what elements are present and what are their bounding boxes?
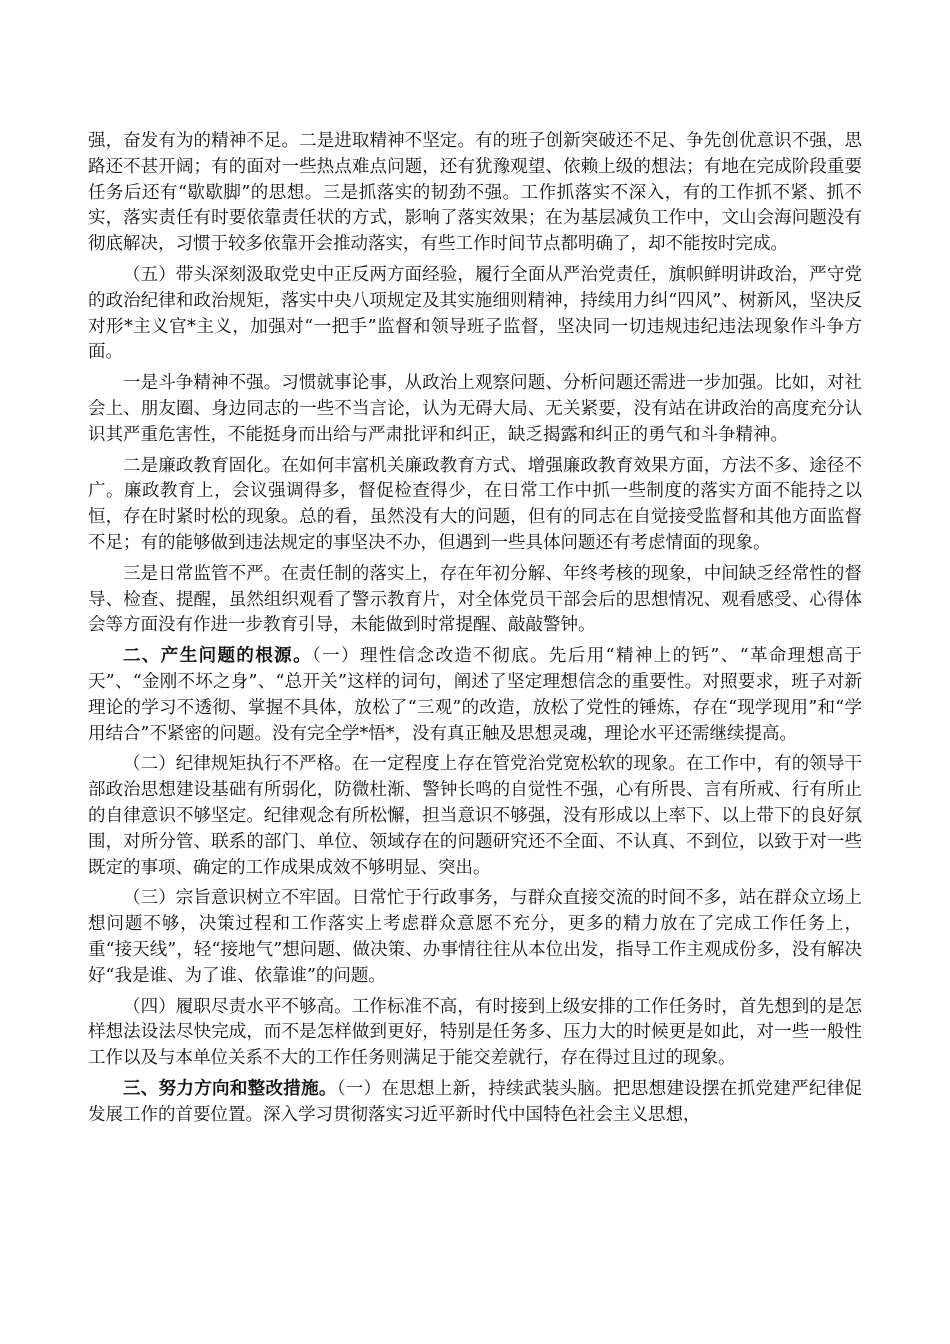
paragraph-daily-supervision: 三是日常监管不严。在责任制的落实上，存在年初分解、年终考核的现象，中间缺乏经常性的督导、检查、提醒，虽然组织观看了警示教育片，对全体党员干部会后的思想情况、观看感受、心得体会等方面没有作进一步教育引导，未能做到时常提醒、敲敲警钟。 bbox=[88, 563, 862, 636]
paragraph-root-causes bbox=[88, 644, 862, 747]
heading-rectification: 三、努力方向和整改措施。 bbox=[123, 1078, 337, 1099]
paragraph-continuation: 强，奋发有为的精神不足。二是进取精神不坚定。有的班子创新突破还不足、争先创优意识不强，思路还不甚开阔；有的面对一些热点难点问题，还有犹豫观望、依赖上级的想法；有地在完成阶段重要任务后还有“歇歇脚”的思想。三是抓落实的韧劲不强。工作抓落实不深入，有的工作抓不紧、抓不实，落实责任有时要依靠责任状的方式，影响了落实效果；在为基层减负工作中，文山会海问题没有彻底解决，习惯于较多依靠开会推动落实，有些工作时间节点都明确了，却不能按时完成。 bbox=[88, 131, 862, 255]
rectification-text: （一）在思想上新，持续武装头脑。把思想建设摆在抓党建严纪律促发展工作的首要位置。深入学习贯彻落实习近平新时代中国特色社会主义思想， bbox=[88, 1078, 863, 1125]
heading-root-causes: 二、产生问题的根源。 bbox=[123, 646, 312, 667]
document-body bbox=[88, 129, 862, 1128]
paragraph-purpose-awareness: （三）宗旨意识树立不牢固。日常忙于行政事务，与群众直接交流的时间不多，站在群众立场上想问题不够，决策过程和工作落实上考虑群众意愿不充分，更多的精力放在了完成工作任务上，重“接天线”，轻“接地气”想问题、做决策、办事情往往从本位出发，指导工作主观成份多，没有解决好“我是谁、为了谁、依靠谁”的问题。 bbox=[88, 888, 862, 986]
paragraph-struggle-spirit: 一是斗争精神不强。习惯就事论事，从政治上观察问题、分析问题还需进一步加强。比如，对社会上、朋友圈、身边同志的一些不当言论，认为无碍大局、无关紧要，没有站在讲政治的高度充分认识其严重危害性，不能挺身而出给与严肃批评和纠正，缺乏揭露和纠正的勇气和斗争精神。 bbox=[88, 373, 862, 445]
paragraph-section-five: （五）带头深刻汲取党史中正反两方面经验，履行全面从严治党责任，旗帜鲜明讲政治，严守党的政治纪律和政治规矩，落实中央八项规定及其实施细则精神，持续用力纠“四风”、树新风，坚决反对形*主义官*主义，加强对“一把手”监督和领导班子监督，坚决同一切违规违纪违法现象作斗争方面。 bbox=[88, 264, 862, 363]
paragraph-rectification bbox=[88, 1077, 862, 1129]
root-causes-text: （一）理性信念改造不彻底。先后用“精神上的钙”、“革命理想高于天”、“金刚不坏之身”、“总开关”这样的词句，阐述了坚定理想信念的重要性。对照要求，班子对新理论的学习不透彻、掌握不具体，放松了“三观”的改造，放松了党性的锤炼，存在“现学现用”和“学用结合”不紧密的问题。没有完全学*悟*，没有真正触及思想灵魂，理论水平还需继续提高。 bbox=[88, 646, 863, 744]
paragraph-discipline: （二）纪律规矩执行不严格。在一定程度上存在管党治党宽松软的现象。在工作中，有的领导干部政治思想建设基础有所弱化，防微杜渐、警钟长鸣的自觉性不强，心有所畏、言有所戒、行有所止的自律意识不够坚定。纪律观念有所松懈，担当意识不够强，没有形成以上率下、以上带下的良好氛围，对所分管、联系的部门、单位、领域存在的问题研究还不全面、不认真、不到位，以致于对一些既定的事项、确定的工作成果成效不够明显、突出。 bbox=[88, 754, 862, 878]
paragraph-duty-performance: （四）履职尽责水平不够高。工作标准不高，有时接到上级安排的工作任务时，首先想到的是怎样想法设法尽快完成，而不是怎样做到更好，特别是任务多、压力大的时候更是如此，对一些一般性工作以及与本单位关系不大的工作任务则满足于能交差就行，存在得过且过的现象。 bbox=[88, 996, 862, 1069]
paragraph-integrity-education: 二是廉政教育固化。在如何丰富机关廉政教育方式、增强廉政教育效果方面，方法不多、途径不广。廉政教育上，会议强调得多，督促检查得少，在日常工作中抓一些制度的落实方面不能持之以恒，存在时紧时松的现象。总的看，虽然没有大的问题，但有的同志在自觉接受监督和其他方面监督不足；有的能够做到违法规定的事坚决不办，但遇到一些具体问题还有考虑情面的现象。 bbox=[88, 455, 862, 553]
